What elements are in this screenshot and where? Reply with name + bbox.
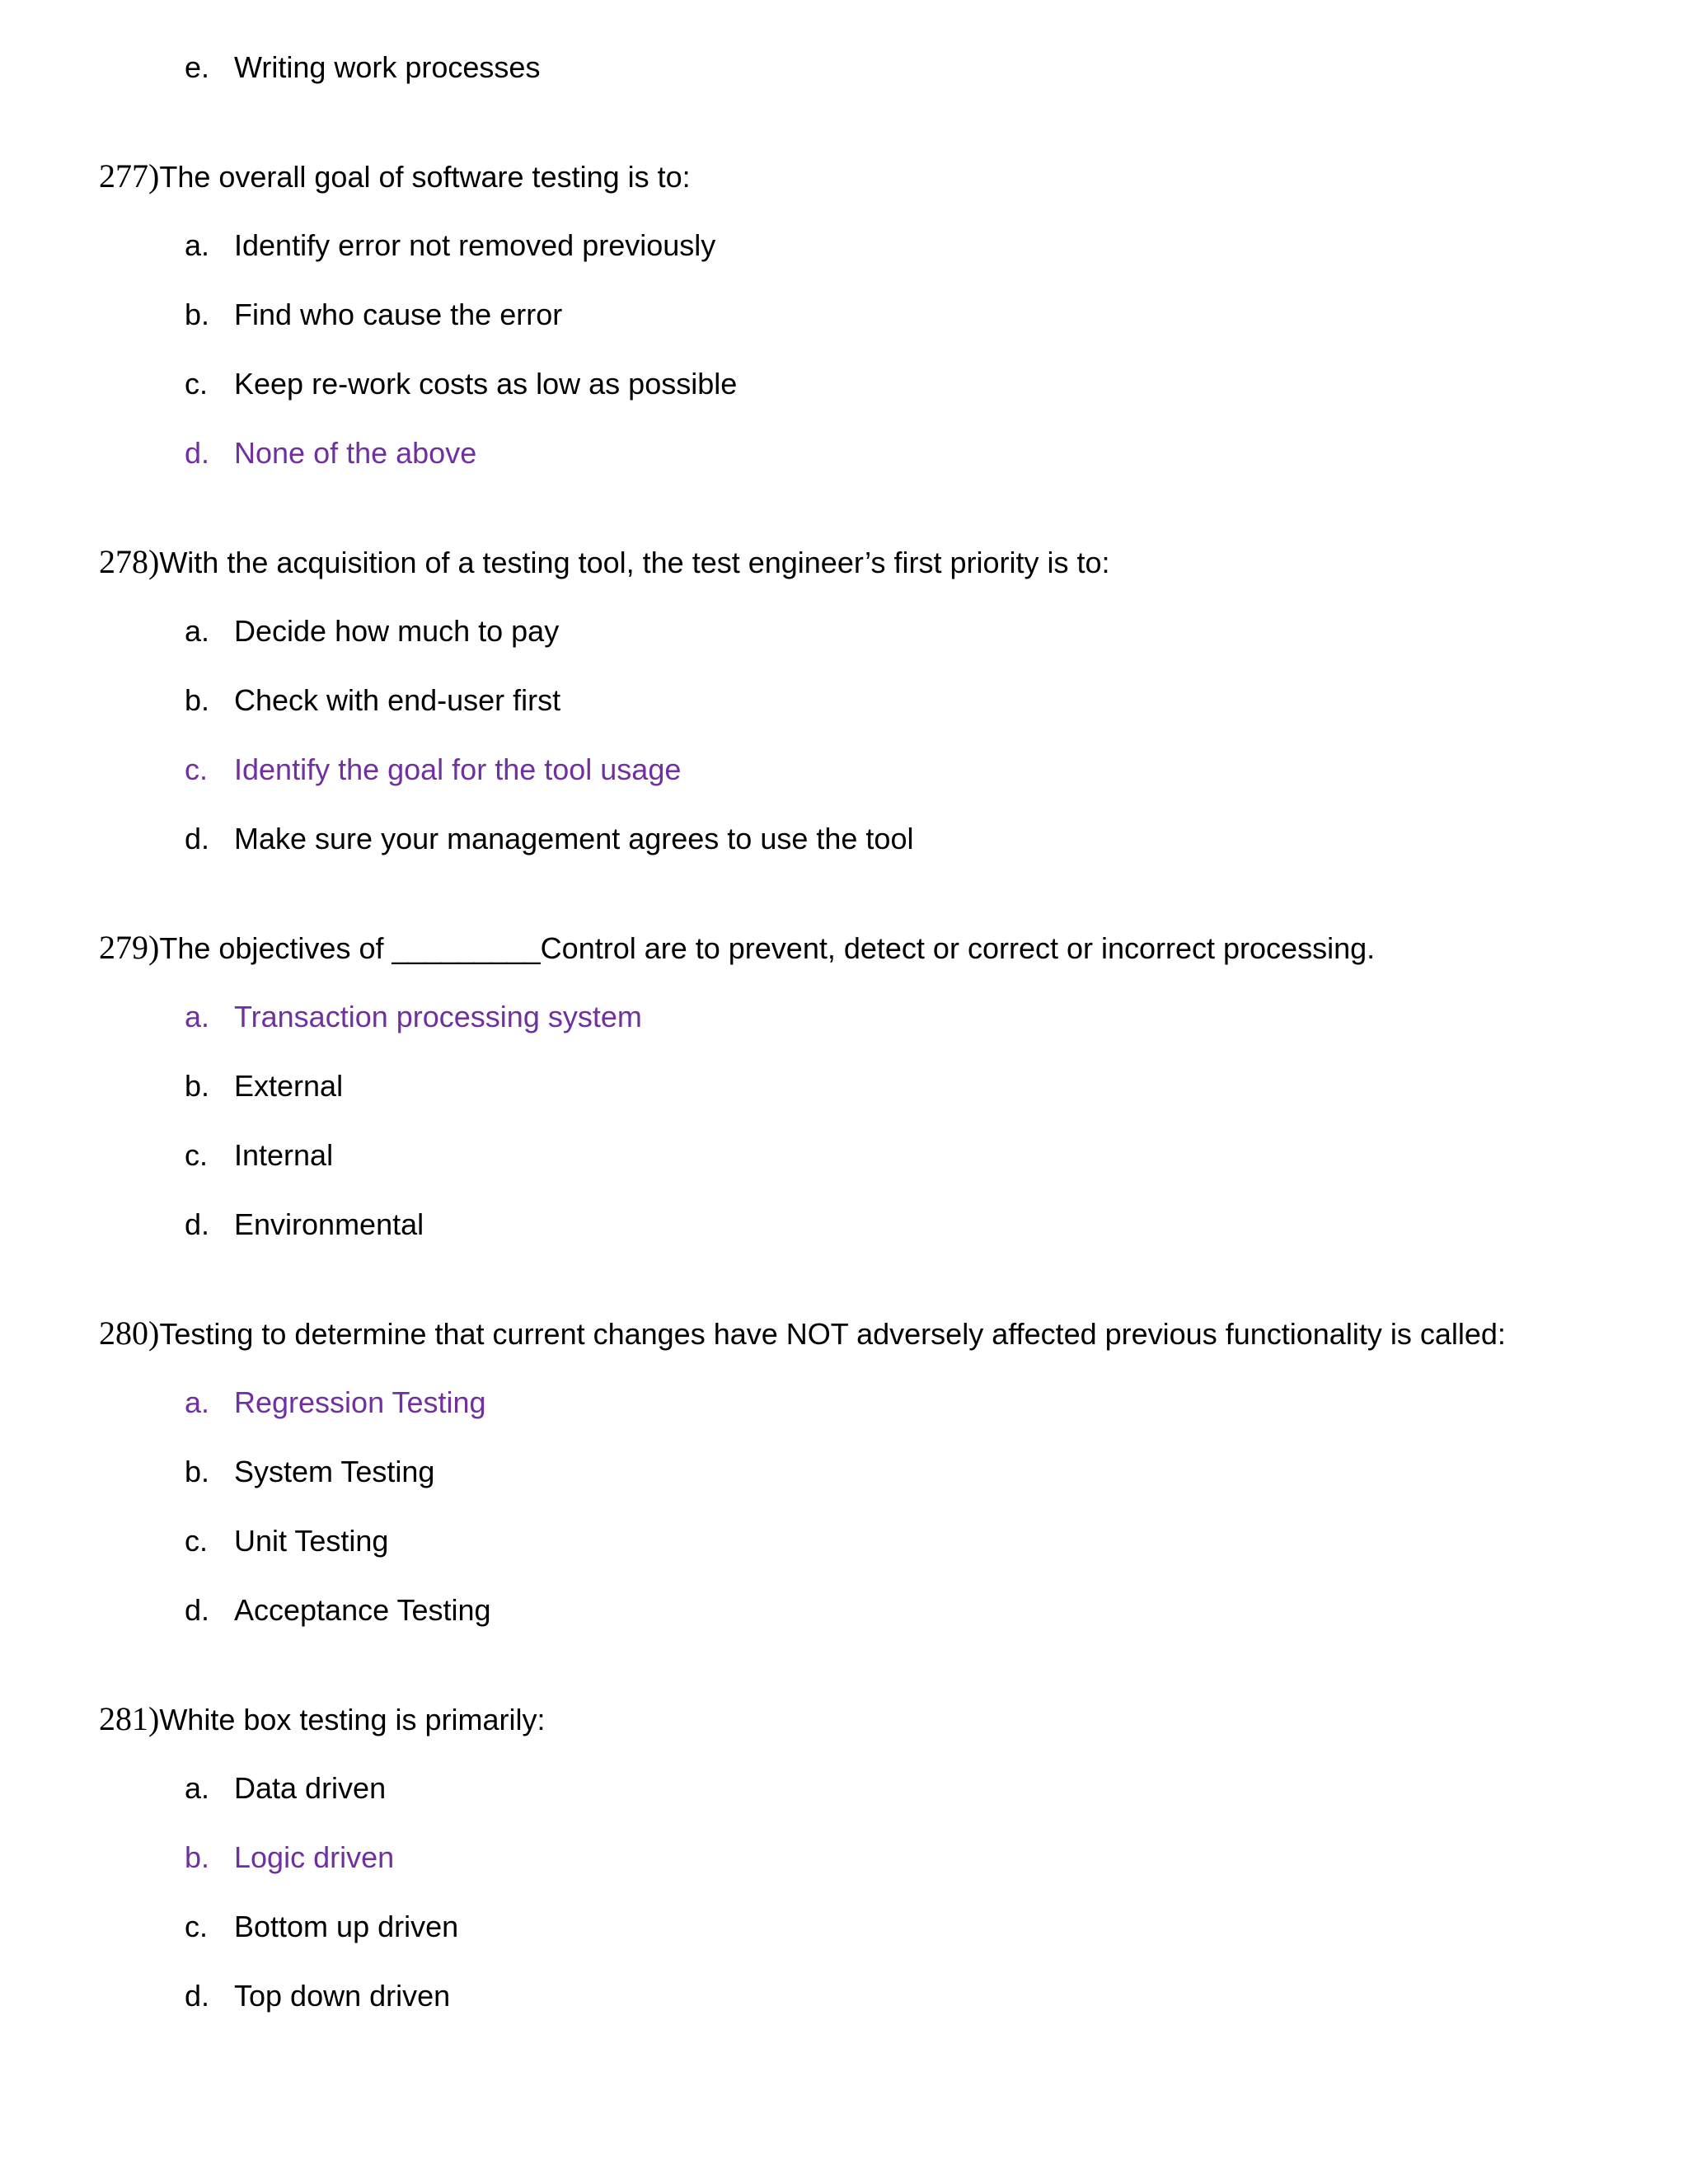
option-text: System Testing: [234, 1455, 435, 1488]
option-letter: b.: [185, 298, 210, 331]
option-text: Logic driven: [234, 1840, 395, 1874]
option-letter: a.: [185, 1771, 210, 1805]
option-letter: b.: [185, 1455, 210, 1488]
option-b: [185, 1068, 343, 1104]
option-c: [185, 366, 737, 402]
option-text: Top down driven: [234, 1979, 451, 2013]
option-text: Identify error not removed previously: [234, 228, 716, 262]
option-text: Find who cause the error: [234, 298, 563, 331]
option-text: Identify the goal for the tool usage: [234, 752, 682, 786]
option-c: [185, 1137, 333, 1174]
option-d: [185, 1592, 491, 1629]
option-text: Transaction processing system: [234, 1000, 642, 1033]
option-e: [185, 49, 540, 86]
option-letter: b.: [185, 683, 210, 717]
question-number: 281): [99, 1700, 160, 1737]
option-letter: a.: [185, 228, 210, 262]
option-letter: a.: [185, 1385, 210, 1419]
question-number: 280): [99, 1315, 160, 1352]
option-a: [185, 613, 559, 649]
option-text: Environmental: [234, 1207, 424, 1241]
option-letter: a.: [185, 1000, 210, 1033]
option-text: Unit Testing: [234, 1524, 389, 1558]
option-a: [185, 1770, 386, 1807]
question-text: Testing to determine that current changes have NOT adversely affected previous functionality is called:: [159, 1317, 1506, 1351]
option-letter: c.: [185, 752, 209, 786]
option-letter: d.: [185, 1979, 210, 2013]
option-d: [185, 821, 913, 857]
option-a: [185, 227, 715, 264]
question-277: [99, 158, 691, 195]
option-b: [185, 682, 560, 719]
option-letter: c.: [185, 1138, 209, 1172]
option-text: Data driven: [234, 1771, 387, 1805]
option-text: External: [234, 1069, 344, 1103]
question-text: With the acquisition of a testing tool, the test engineer’s first priority is to:: [159, 546, 1110, 579]
question-278: [99, 544, 1110, 581]
option-a-correct: [185, 1385, 486, 1421]
option-c: [185, 1523, 388, 1559]
question-number: 279): [99, 929, 160, 966]
question-280: [99, 1315, 1506, 1352]
option-letter: b.: [185, 1840, 210, 1874]
option-b: [185, 297, 562, 333]
option-a-correct: [185, 999, 642, 1035]
option-c: [185, 1909, 458, 1945]
option-text: Decide how much to pay: [234, 614, 560, 648]
option-letter: c.: [185, 1524, 209, 1558]
option-letter: e.: [185, 50, 210, 84]
option-text: Regression Testing: [234, 1385, 486, 1419]
question-281: [99, 1701, 545, 1738]
option-text: Bottom up driven: [234, 1910, 459, 1943]
option-letter: d.: [185, 1593, 210, 1627]
option-b: [185, 1454, 434, 1490]
option-text: Make sure your management agrees to use the tool: [234, 822, 914, 855]
question-text: The overall goal of software testing is to:: [159, 160, 691, 194]
option-text: Internal: [234, 1138, 334, 1172]
question-text: White box testing is primarily:: [159, 1703, 546, 1736]
question-279: [99, 930, 1375, 967]
option-letter: d.: [185, 436, 210, 470]
option-letter: a.: [185, 614, 210, 648]
question-number: 278): [99, 543, 160, 580]
option-letter: c.: [185, 1910, 209, 1943]
option-text: None of the above: [234, 436, 477, 470]
option-d-correct: [185, 435, 476, 471]
option-text: Acceptance Testing: [234, 1593, 491, 1627]
option-letter: b.: [185, 1069, 210, 1103]
option-text: Keep re-work costs as low as possible: [234, 367, 738, 401]
question-number: 277): [99, 157, 160, 194]
option-d: [185, 1207, 424, 1243]
option-d: [185, 1978, 450, 2014]
question-text: The objectives of _________Control are to prevent, detect or correct or incorrect processing.: [159, 931, 1376, 965]
option-c-correct: [185, 752, 681, 788]
option-letter: c.: [185, 367, 209, 401]
option-letter: d.: [185, 1207, 210, 1241]
option-text: Check with end-user first: [234, 683, 561, 717]
option-text: Writing work processes: [234, 50, 541, 84]
option-letter: d.: [185, 822, 210, 855]
option-b-correct: [185, 1840, 394, 1876]
